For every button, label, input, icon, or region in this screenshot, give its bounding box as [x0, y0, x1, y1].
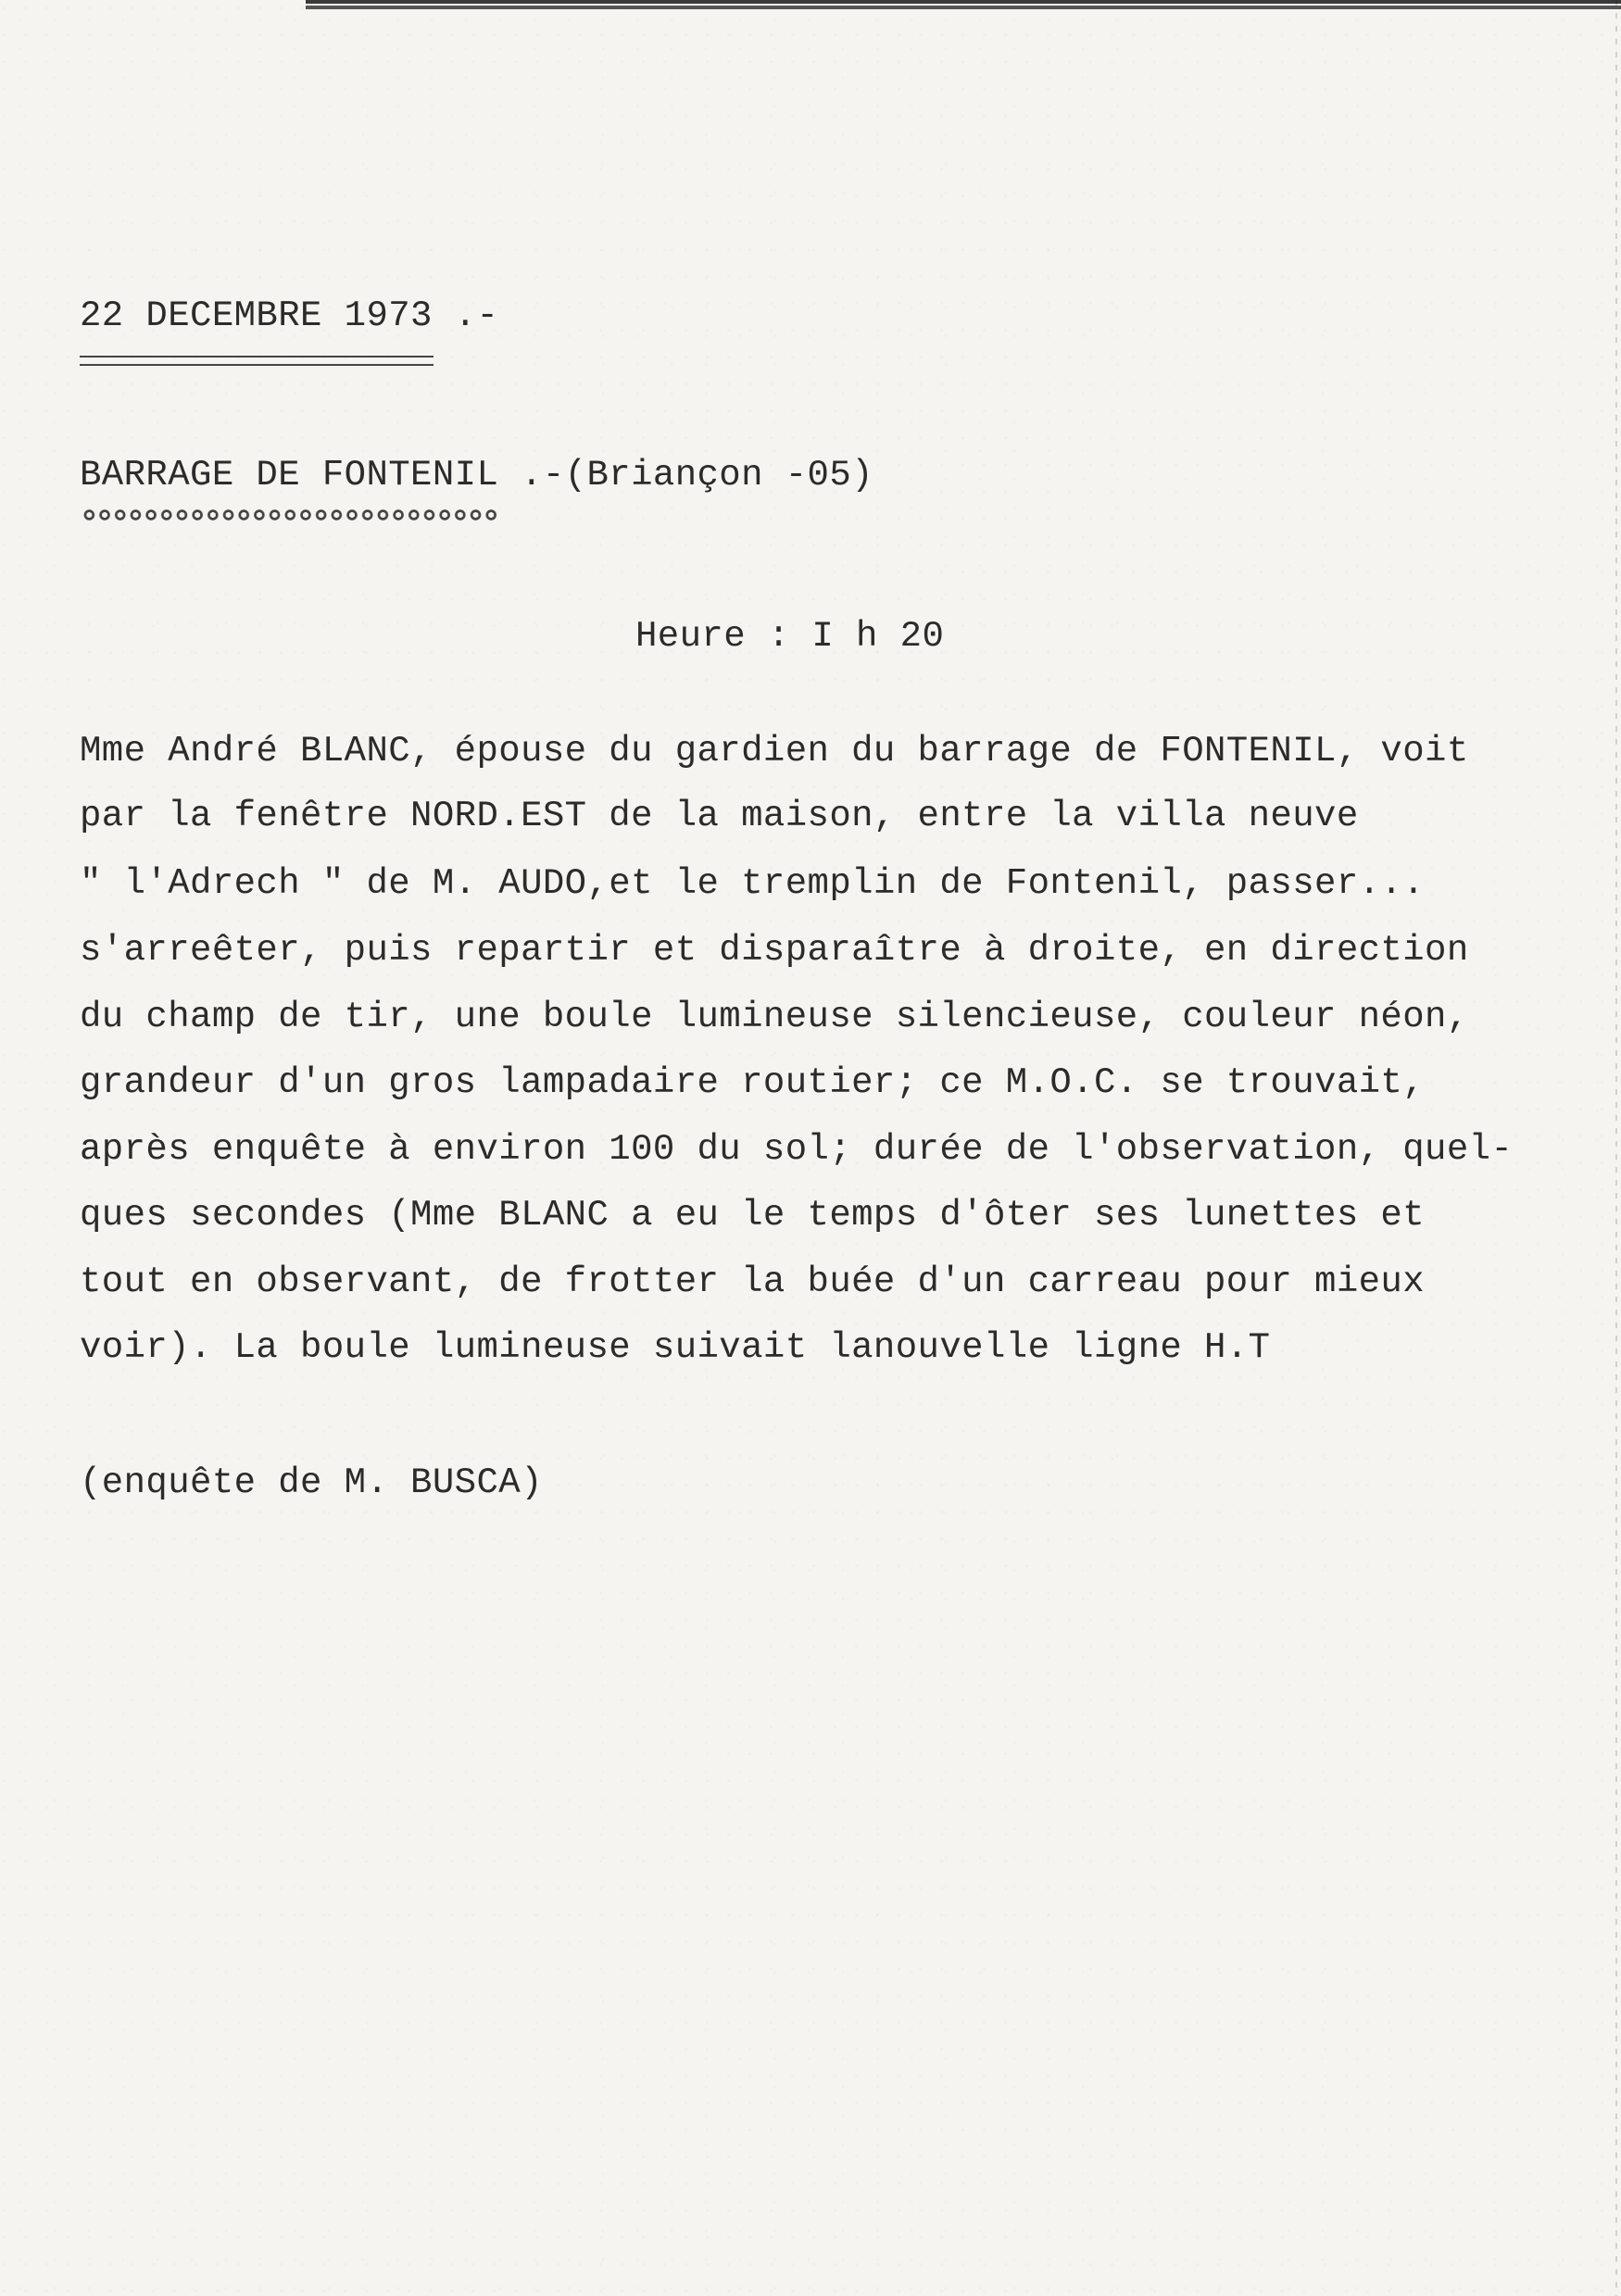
body-line: " l'Adrech " de M. AUDO,et le tremplin de Fontenil, passer... — [80, 863, 1426, 904]
body-line: du champ de tir, une boule lumineuse silencieuse, couleur néon, — [80, 997, 1469, 1037]
time-line: Heure : I h 20 — [635, 616, 945, 657]
body-line: par la fenêtre NORD.EST de la maison, entre la villa neuve — [80, 796, 1359, 836]
top-edge-rule — [306, 0, 1621, 9]
body-line: voir). La boule lumineuse suivait lanouvelle ligne H.T — [80, 1327, 1271, 1368]
investigator-note: (enquête de M. BUSCA) — [80, 1462, 543, 1503]
location-heading: BARRAGE DE FONTENIL .-(Briançon -05) — [80, 455, 873, 496]
body-line: après enquête à environ 100 du sol; durée de l'observation, quel- — [80, 1129, 1514, 1170]
body-line: grandeur d'un gros lampadaire routier; ce M.O.C. se trouvait, — [80, 1062, 1426, 1103]
right-edge-mark — [1615, 0, 1617, 2296]
document-date: 22 DECEMBRE 1973 .- — [80, 295, 499, 336]
body-line: ques secondes (Mme BLANC a eu le temps d'ôter ses lunettes et — [80, 1195, 1426, 1236]
body-line: s'arreêter, puis repartir et disparaître à droite, en direction — [80, 930, 1469, 971]
body-line: Mme André BLANC, épouse du gardien du barrage de FONTENIL, voit — [80, 731, 1469, 772]
heading-dotted-underline — [82, 508, 500, 522]
body-line: tout en observant, de frotter la buée d'un carreau pour mieux — [80, 1261, 1426, 1302]
date-underline — [80, 356, 434, 366]
